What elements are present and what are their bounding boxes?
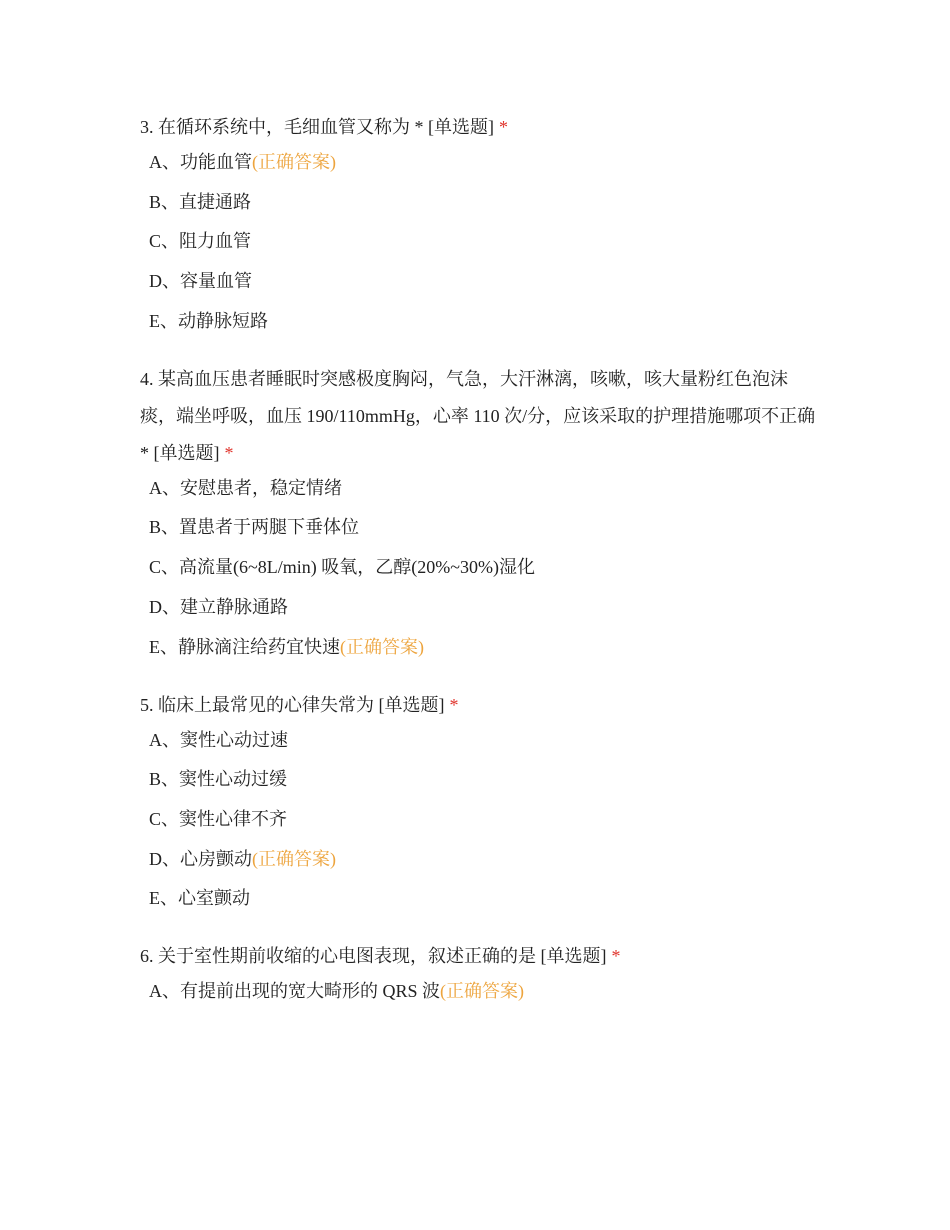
option-e[interactable] <box>149 886 820 910</box>
correct-answer-tag: (正确答案) <box>440 981 525 1002</box>
option-label: C、窦性心律不齐 <box>149 808 288 829</box>
option-a[interactable] <box>149 728 820 752</box>
question-title-text: 4. 某高血压患者睡眠时突感极度胸闷，气急，大汗淋漓，咳嗽，咳大量粉红色泡沫痰，端坐呼吸，血压 190/110mmHg，心率 110 次/分，应该采取的护理措施哪项不正确 * [单选题] <box>140 368 816 463</box>
option-e[interactable] <box>149 309 820 333</box>
question-4 <box>140 361 820 659</box>
option-label: A、窦性心动过速 <box>149 729 288 750</box>
question-3 <box>140 109 820 333</box>
option-a[interactable] <box>149 979 820 1003</box>
option-label: E、动静脉短路 <box>149 310 268 331</box>
option-label: D、心房颤动 <box>149 848 252 869</box>
option-d[interactable] <box>149 269 820 293</box>
question-title <box>140 361 820 472</box>
option-list <box>140 728 820 911</box>
correct-answer-tag: (正确答案) <box>252 848 336 869</box>
option-label: A、有提前出现的宽大畸形的 QRS 波 <box>149 981 441 1002</box>
option-b[interactable] <box>149 515 820 539</box>
required-asterisk: * <box>611 946 621 967</box>
option-b[interactable] <box>149 767 820 791</box>
option-d[interactable] <box>149 595 820 619</box>
option-c[interactable] <box>149 229 820 253</box>
question-title <box>140 938 820 975</box>
quiz-document <box>140 109 820 1031</box>
option-a[interactable] <box>149 476 820 500</box>
question-title <box>140 687 820 724</box>
required-asterisk: * <box>499 117 508 137</box>
question-title <box>140 109 820 146</box>
option-d[interactable] <box>149 847 820 871</box>
option-label: A、功能血管 <box>149 152 252 172</box>
option-c[interactable] <box>149 555 820 579</box>
option-list <box>140 979 820 1003</box>
option-e[interactable] <box>149 635 820 659</box>
option-label: B、置患者于两腿下垂体位 <box>149 517 360 538</box>
correct-answer-tag: (正确答案) <box>252 152 336 172</box>
option-label: E、静脉滴注给药宜快速 <box>149 636 340 657</box>
option-c[interactable] <box>149 807 820 831</box>
question-6 <box>140 938 820 1003</box>
question-title-text: 3. 在循环系统中，毛细血管又称为 * [单选题] <box>140 117 494 137</box>
required-asterisk: * <box>224 442 234 463</box>
correct-answer-tag: (正确答案) <box>340 636 424 657</box>
option-label: D、容量血管 <box>149 271 252 292</box>
option-label: C、高流量(6~8L/min) 吸氧，乙醇(20%~30%)湿化 <box>149 557 535 578</box>
option-label: E、心室颤动 <box>149 888 250 909</box>
option-b[interactable] <box>149 190 820 214</box>
option-label: B、窦性心动过缓 <box>149 769 288 790</box>
option-list <box>140 150 820 333</box>
option-label: D、建立静脉通路 <box>149 596 288 617</box>
required-asterisk: * <box>449 694 459 715</box>
option-label: C、阻力血管 <box>149 231 252 252</box>
option-label: A、安慰患者，稳定情绪 <box>149 477 342 498</box>
question-5 <box>140 687 820 911</box>
question-title-text: 5. 临床上最常见的心律失常为 [单选题] <box>140 694 445 715</box>
option-label: B、直捷通路 <box>149 191 252 212</box>
question-title-text: 6. 关于室性期前收缩的心电图表现，叙述正确的是 [单选题] <box>140 946 607 967</box>
option-list <box>140 476 820 659</box>
option-a[interactable] <box>149 150 820 174</box>
